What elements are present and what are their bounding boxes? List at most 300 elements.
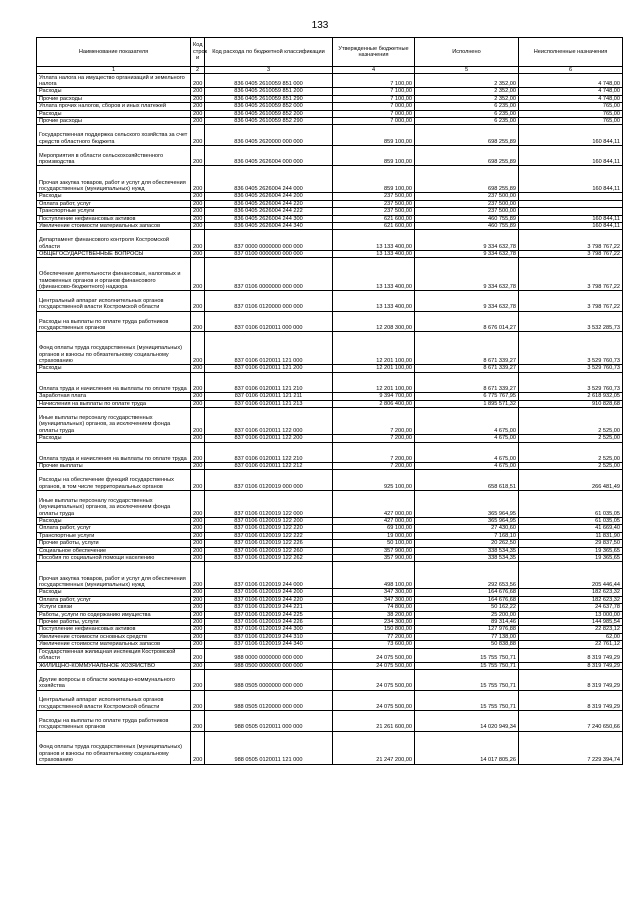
- row-line-code: 200: [191, 166, 205, 193]
- row-approved: 237 500,00: [333, 200, 415, 207]
- row-approved: 21 247 200,00: [333, 731, 415, 764]
- row-line-code: 200: [191, 435, 205, 442]
- row-kbk: 837 0106 0120019 122 220: [205, 525, 333, 532]
- row-approved: 427 000,00: [333, 517, 415, 524]
- row-name: Услуги связи: [37, 604, 191, 611]
- row-unexecuted: 3 529 760,73: [519, 332, 623, 365]
- row-line-code: 200: [191, 540, 205, 547]
- row-kbk: 837 0106 0120019 244 226: [205, 618, 333, 625]
- row-unexecuted: 765,00: [519, 110, 623, 117]
- table-row: [37, 250, 623, 257]
- row-kbk: 836 0405 2626004 244 300: [205, 215, 333, 222]
- table-row: [37, 400, 623, 407]
- row-executed: 8 676 014,27: [415, 311, 519, 332]
- row-unexecuted: 2 525,00: [519, 463, 623, 470]
- row-executed: 8 671 339,27: [415, 332, 519, 365]
- row-kbk: 837 0106 0120019 122 222: [205, 532, 333, 539]
- table-row: [37, 690, 623, 711]
- table-row: [37, 110, 623, 117]
- row-kbk: 836 0405 2626004 244 340: [205, 223, 333, 230]
- row-name: Уплата прочих налогов, сборов и иных платежей: [37, 103, 191, 110]
- row-approved: 12 201 100,00: [333, 365, 415, 372]
- row-unexecuted: 3 529 760,73: [519, 372, 623, 393]
- row-name: Фонд оплаты труда государственных (муниципальных) органов и взносы по обязательному социальному страхованию: [37, 731, 191, 764]
- row-line-code: 200: [191, 470, 205, 491]
- row-kbk: 836 0405 2626004 244 000: [205, 166, 333, 193]
- row-executed: 7 168,10: [415, 532, 519, 539]
- row-approved: 38 200,00: [333, 611, 415, 618]
- row-name: Прочие расходы: [37, 118, 191, 125]
- table-row: [37, 332, 623, 365]
- row-name: Увеличение стоимости основных средств: [37, 633, 191, 640]
- row-executed: 365 964,95: [415, 517, 519, 524]
- row-executed: 237 500,00: [415, 200, 519, 207]
- table-row: [37, 525, 623, 532]
- row-approved: 24 075 500,00: [333, 670, 415, 691]
- row-approved: 7 000,00: [333, 118, 415, 125]
- col-number: 3: [205, 67, 333, 74]
- row-name: Расходы: [37, 110, 191, 117]
- row-approved: 621 600,00: [333, 215, 415, 222]
- row-unexecuted: 8 319 749,29: [519, 690, 623, 711]
- row-kbk: 836 0405 2626004 244 222: [205, 208, 333, 215]
- table-row: [37, 118, 623, 125]
- row-executed: 292 653,56: [415, 562, 519, 589]
- row-unexecuted: 22 761,12: [519, 641, 623, 648]
- table-row: [37, 463, 623, 470]
- table-row: [37, 731, 623, 764]
- row-unexecuted: 8 319 749,29: [519, 648, 623, 662]
- row-approved: 13 133 400,00: [333, 250, 415, 257]
- row-approved: 7 100,00: [333, 88, 415, 95]
- row-name: Фонд оплаты труда государственных (муниципальных) органов и взносы по обязательному социальному страхованию: [37, 332, 191, 365]
- row-name: Центральный аппарат исполнительных органов государственной власти Костромской области: [37, 690, 191, 711]
- row-executed: 6 235,00: [415, 110, 519, 117]
- row-name: Расходы: [37, 517, 191, 524]
- row-line-code: 200: [191, 690, 205, 711]
- table-row: [37, 258, 623, 291]
- col-number: 5: [415, 67, 519, 74]
- row-unexecuted: 182 623,32: [519, 589, 623, 596]
- row-unexecuted: 24 637,78: [519, 604, 623, 611]
- row-kbk: 837 0106 0120000 000 000: [205, 291, 333, 312]
- row-executed: 460 755,89: [415, 215, 519, 222]
- row-unexecuted: 3 798 767,22: [519, 250, 623, 257]
- table-row: [37, 442, 623, 463]
- table-row: [37, 604, 623, 611]
- row-approved: 357 900,00: [333, 554, 415, 561]
- row-name: Расходы: [37, 88, 191, 95]
- row-name: Прочая закупка товаров, работ и услуг для обеспечения государственных (муниципальных) нужд: [37, 166, 191, 193]
- row-name: Департамент финансового контроля Костромской области: [37, 230, 191, 251]
- row-line-code: 200: [191, 332, 205, 365]
- row-unexecuted: 2 525,00: [519, 442, 623, 463]
- row-kbk: 837 0106 0120011 121 211: [205, 393, 333, 400]
- row-name: Оплата труда и начисления на выплаты по оплате труда: [37, 372, 191, 393]
- row-line-code: 200: [191, 365, 205, 372]
- table-row: [37, 435, 623, 442]
- row-name: Оплата труда и начисления на выплаты по оплате труда: [37, 442, 191, 463]
- row-kbk: 837 0106 0120011 121 200: [205, 365, 333, 372]
- table-row: [37, 633, 623, 640]
- table-row: [37, 193, 623, 200]
- row-executed: 365 964,95: [415, 490, 519, 517]
- row-executed: 2 352,00: [415, 88, 519, 95]
- row-kbk: 836 0405 2626004 244 200: [205, 193, 333, 200]
- row-unexecuted: 4 748,00: [519, 95, 623, 102]
- col-number: 1: [37, 67, 191, 74]
- row-line-code: 200: [191, 618, 205, 625]
- row-kbk: 837 0106 0120011 121 213: [205, 400, 333, 407]
- row-executed: 15 755 750,71: [415, 648, 519, 662]
- row-kbk: 837 0106 0120019 244 220: [205, 596, 333, 603]
- row-approved: 347 300,00: [333, 596, 415, 603]
- row-executed: 6 235,00: [415, 103, 519, 110]
- row-approved: 77 200,00: [333, 633, 415, 640]
- row-approved: 73 600,00: [333, 641, 415, 648]
- row-kbk: 837 0106 0120019 244 310: [205, 633, 333, 640]
- row-approved: 347 300,00: [333, 589, 415, 596]
- row-unexecuted: 765,00: [519, 103, 623, 110]
- row-approved: 498 100,00: [333, 562, 415, 589]
- row-kbk: 836 0405 2610059 851 000: [205, 74, 333, 88]
- row-kbk: 836 0405 2610059 852 200: [205, 110, 333, 117]
- row-name: Расходы на выплаты по оплате труда работников государственных органов: [37, 711, 191, 732]
- table-row: [37, 532, 623, 539]
- row-executed: 14 020 949,34: [415, 711, 519, 732]
- row-executed: 6 235,00: [415, 118, 519, 125]
- row-name: Работы, услуги по содержанию имущества: [37, 611, 191, 618]
- row-executed: 27 430,60: [415, 525, 519, 532]
- row-line-code: 200: [191, 110, 205, 117]
- row-approved: 13 133 400,00: [333, 291, 415, 312]
- row-line-code: 200: [191, 311, 205, 332]
- row-kbk: 988 0000 0000000 000 000: [205, 648, 333, 662]
- row-line-code: 200: [191, 258, 205, 291]
- row-name: Пособия по социальной помощи населению: [37, 554, 191, 561]
- row-name: Социальное обеспечение: [37, 547, 191, 554]
- row-approved: 7 000,00: [333, 103, 415, 110]
- row-unexecuted: 61 035,05: [519, 517, 623, 524]
- row-executed: 1 895 571,32: [415, 400, 519, 407]
- row-unexecuted: 8 319 749,29: [519, 670, 623, 691]
- row-approved: 150 800,00: [333, 626, 415, 633]
- row-kbk: 837 0106 0120019 244 300: [205, 626, 333, 633]
- row-name: Расходы: [37, 435, 191, 442]
- row-executed: 698 255,89: [415, 145, 519, 166]
- row-kbk: 837 0106 0120011 121 210: [205, 372, 333, 393]
- row-executed: 15 755 750,71: [415, 690, 519, 711]
- row-kbk: 837 0106 0120019 244 000: [205, 562, 333, 589]
- row-unexecuted: 8 319 749,29: [519, 662, 623, 669]
- row-line-code: 200: [191, 95, 205, 102]
- row-name: Заработная плата: [37, 393, 191, 400]
- table-row: [37, 223, 623, 230]
- row-approved: 24 075 500,00: [333, 690, 415, 711]
- row-approved: 237 500,00: [333, 208, 415, 215]
- row-kbk: 837 0106 0120019 122 262: [205, 554, 333, 561]
- row-line-code: 200: [191, 525, 205, 532]
- row-approved: 12 201 100,00: [333, 372, 415, 393]
- row-unexecuted: 765,00: [519, 118, 623, 125]
- row-unexecuted: 910 828,68: [519, 400, 623, 407]
- row-executed: 15 755 750,71: [415, 662, 519, 669]
- row-name: Увеличение стоимости материальных запасов: [37, 223, 191, 230]
- row-name: Иные выплаты персоналу государственных (муниципальных) органов, за исключением фонда оплаты труда: [37, 408, 191, 435]
- row-name: Поступление нефинансовых активов: [37, 626, 191, 633]
- row-line-code: 200: [191, 554, 205, 561]
- row-kbk: 837 0106 0120019 244 340: [205, 641, 333, 648]
- row-executed: 460 755,89: [415, 223, 519, 230]
- row-name: Оплата работ, услуг: [37, 200, 191, 207]
- row-approved: 13 133 400,00: [333, 230, 415, 251]
- row-line-code: 200: [191, 88, 205, 95]
- table-row: [37, 670, 623, 691]
- row-unexecuted: 182 623,32: [519, 596, 623, 603]
- table-row: [37, 490, 623, 517]
- header-row: [37, 38, 623, 67]
- row-kbk: 837 0106 0120019 244 225: [205, 611, 333, 618]
- row-unexecuted: 29 837,50: [519, 540, 623, 547]
- row-kbk: 837 0106 0120019 244 221: [205, 604, 333, 611]
- row-line-code: 200: [191, 611, 205, 618]
- row-name: Расходы на выплаты по оплате труда работников государственных органов: [37, 311, 191, 332]
- row-line-code: 200: [191, 442, 205, 463]
- row-unexecuted: 22 823,12: [519, 626, 623, 633]
- table-row: [37, 540, 623, 547]
- row-line-code: 200: [191, 670, 205, 691]
- row-executed: 15 755 750,71: [415, 670, 519, 691]
- row-approved: 237 500,00: [333, 193, 415, 200]
- row-name: Расходы на обеспечение функций государственных органов, в том числе территориальных органов: [37, 470, 191, 491]
- table-row: [37, 103, 623, 110]
- row-approved: 24 075 500,00: [333, 662, 415, 669]
- table-body: [37, 74, 623, 764]
- col-number: 4: [333, 67, 415, 74]
- row-unexecuted: 205 446,44: [519, 562, 623, 589]
- column-number-row: [37, 67, 623, 74]
- row-executed: 237 500,00: [415, 208, 519, 215]
- row-executed: 9 334 632,78: [415, 250, 519, 257]
- row-line-code: 200: [191, 223, 205, 230]
- row-line-code: 200: [191, 103, 205, 110]
- row-name: Транспортные услуги: [37, 532, 191, 539]
- table-row: [37, 408, 623, 435]
- row-name: Расходы: [37, 589, 191, 596]
- row-approved: 427 000,00: [333, 490, 415, 517]
- row-line-code: 200: [191, 215, 205, 222]
- table-row: [37, 95, 623, 102]
- table-row: [37, 125, 623, 146]
- table-row: [37, 365, 623, 372]
- table-row: [37, 208, 623, 215]
- table-row: [37, 596, 623, 603]
- row-approved: 13 133 400,00: [333, 258, 415, 291]
- row-approved: 859 100,00: [333, 145, 415, 166]
- row-line-code: 200: [191, 125, 205, 146]
- row-executed: 2 352,00: [415, 95, 519, 102]
- row-line-code: 200: [191, 408, 205, 435]
- row-name: Прочие выплаты: [37, 463, 191, 470]
- table-row: [37, 641, 623, 648]
- table-row: [37, 393, 623, 400]
- row-kbk: 837 0106 0120019 244 200: [205, 589, 333, 596]
- row-unexecuted: 160 844,11: [519, 223, 623, 230]
- row-unexecuted: 160 844,11: [519, 145, 623, 166]
- table-row: [37, 200, 623, 207]
- row-kbk: 837 0106 0120011 122 200: [205, 435, 333, 442]
- col-number: 6: [519, 67, 623, 74]
- row-line-code: 200: [191, 118, 205, 125]
- row-line-code: 200: [191, 200, 205, 207]
- table-row: [37, 88, 623, 95]
- table-row: [37, 215, 623, 222]
- row-executed: 4 675,00: [415, 408, 519, 435]
- row-executed: 50 838,88: [415, 641, 519, 648]
- row-line-code: 200: [191, 393, 205, 400]
- table-row: [37, 311, 623, 332]
- row-kbk: 837 0106 0120011 122 000: [205, 408, 333, 435]
- row-name: Прочие расходы: [37, 95, 191, 102]
- row-kbk: 836 0405 2610059 851 290: [205, 95, 333, 102]
- row-approved: 7 200,00: [333, 442, 415, 463]
- row-unexecuted: [519, 208, 623, 215]
- row-executed: 50 162,22: [415, 604, 519, 611]
- row-line-code: 200: [191, 562, 205, 589]
- row-line-code: 200: [191, 193, 205, 200]
- row-unexecuted: 3 529 760,73: [519, 365, 623, 372]
- row-approved: 859 100,00: [333, 166, 415, 193]
- row-line-code: 200: [191, 372, 205, 393]
- row-executed: 8 671 339,27: [415, 365, 519, 372]
- row-name: ОБЩЕГОСУДАРСТВЕННЫЕ ВОПРОСЫ: [37, 250, 191, 257]
- row-approved: 7 200,00: [333, 408, 415, 435]
- row-unexecuted: 160 844,11: [519, 215, 623, 222]
- row-approved: 859 100,00: [333, 125, 415, 146]
- row-unexecuted: 160 844,11: [519, 166, 623, 193]
- row-kbk: 837 0106 0120019 122 226: [205, 540, 333, 547]
- row-line-code: 200: [191, 731, 205, 764]
- row-line-code: 200: [191, 490, 205, 517]
- row-approved: 21 261 600,00: [333, 711, 415, 732]
- row-executed: 9 334 632,78: [415, 230, 519, 251]
- row-name: Государственная жилищная инспекция Костромской области: [37, 648, 191, 662]
- row-executed: 9 334 632,78: [415, 291, 519, 312]
- row-kbk: 837 0106 0120011 122 212: [205, 463, 333, 470]
- row-name: Мероприятия в области сельскохозяйственного производства: [37, 145, 191, 166]
- row-line-code: 200: [191, 641, 205, 648]
- table-row: [37, 554, 623, 561]
- row-unexecuted: 3 798 767,22: [519, 291, 623, 312]
- row-executed: 4 675,00: [415, 442, 519, 463]
- row-approved: 24 075 500,00: [333, 648, 415, 662]
- row-unexecuted: 19 365,65: [519, 554, 623, 561]
- header-kbk: Код расхода по бюджетной классификации: [205, 38, 333, 67]
- row-executed: 20 262,50: [415, 540, 519, 547]
- row-name: Другие вопросы в области жилищно-коммунального хозяйства: [37, 670, 191, 691]
- row-approved: 50 100,00: [333, 540, 415, 547]
- row-name: Транспортные услуги: [37, 208, 191, 215]
- row-unexecuted: 62,00: [519, 633, 623, 640]
- row-name: Иные выплаты персоналу государственных (муниципальных) органов, за исключением фонда оплаты труда: [37, 490, 191, 517]
- row-executed: 698 255,89: [415, 125, 519, 146]
- row-unexecuted: 3 798 767,22: [519, 230, 623, 251]
- row-name: Прочие работы, услуги: [37, 540, 191, 547]
- row-name: Оплата работ, услуг: [37, 596, 191, 603]
- row-line-code: 200: [191, 711, 205, 732]
- row-unexecuted: [519, 193, 623, 200]
- row-executed: 4 675,00: [415, 463, 519, 470]
- table-row: [37, 562, 623, 589]
- table-row: [37, 662, 623, 669]
- row-line-code: 200: [191, 589, 205, 596]
- budget-execution-table: [36, 37, 623, 765]
- row-name: Начисления на выплаты по оплате труда: [37, 400, 191, 407]
- table-row: [37, 145, 623, 166]
- table-row: [37, 74, 623, 88]
- row-kbk: 837 0106 0120011 121 000: [205, 332, 333, 365]
- row-approved: 357 900,00: [333, 547, 415, 554]
- row-name: Расходы: [37, 193, 191, 200]
- row-approved: 69 100,00: [333, 525, 415, 532]
- table-row: [37, 547, 623, 554]
- row-unexecuted: 7 240 650,66: [519, 711, 623, 732]
- row-approved: 7 200,00: [333, 435, 415, 442]
- row-executed: 6 775 767,95: [415, 393, 519, 400]
- table-row: [37, 517, 623, 524]
- row-approved: 7 000,00: [333, 110, 415, 117]
- row-kbk: 836 0405 2626004 000 000: [205, 145, 333, 166]
- row-kbk: 836 0405 2610059 851 200: [205, 88, 333, 95]
- row-executed: 9 334 632,78: [415, 258, 519, 291]
- row-executed: 89 314,46: [415, 618, 519, 625]
- table-row: [37, 711, 623, 732]
- header-name: Наименование показателя: [37, 38, 191, 67]
- row-kbk: 988 0505 0120011 000 000: [205, 711, 333, 732]
- page-number: 133: [311, 20, 329, 31]
- table-row: [37, 589, 623, 596]
- header-approved: Утвержденные бюджетные назначения: [333, 38, 415, 67]
- row-line-code: 200: [191, 250, 205, 257]
- row-approved: 925 100,00: [333, 470, 415, 491]
- row-line-code: 200: [191, 604, 205, 611]
- row-executed: 164 676,68: [415, 596, 519, 603]
- row-kbk: 836 0405 2620000 000 000: [205, 125, 333, 146]
- row-approved: 7 100,00: [333, 95, 415, 102]
- row-line-code: 200: [191, 145, 205, 166]
- row-line-code: 200: [191, 400, 205, 407]
- row-executed: 4 675,00: [415, 435, 519, 442]
- row-line-code: 200: [191, 633, 205, 640]
- row-kbk: 837 0106 0120019 000 000: [205, 470, 333, 491]
- row-unexecuted: 2 525,00: [519, 435, 623, 442]
- row-kbk: 988 0505 0000000 000 000: [205, 670, 333, 691]
- row-executed: 164 676,68: [415, 589, 519, 596]
- row-kbk: 837 0100 0000000 000 000: [205, 250, 333, 257]
- row-unexecuted: 7 229 394,74: [519, 731, 623, 764]
- row-line-code: 200: [191, 648, 205, 662]
- row-line-code: 200: [191, 596, 205, 603]
- row-approved: 234 300,00: [333, 618, 415, 625]
- row-unexecuted: 11 831,90: [519, 532, 623, 539]
- row-kbk: 837 0106 0120011 000 000: [205, 311, 333, 332]
- row-unexecuted: [519, 200, 623, 207]
- row-executed: 25 200,00: [415, 611, 519, 618]
- row-executed: 8 671 339,27: [415, 372, 519, 393]
- row-name: Прочие работы, услуги: [37, 618, 191, 625]
- table-row: [37, 291, 623, 312]
- row-kbk: 988 0505 0120000 000 000: [205, 690, 333, 711]
